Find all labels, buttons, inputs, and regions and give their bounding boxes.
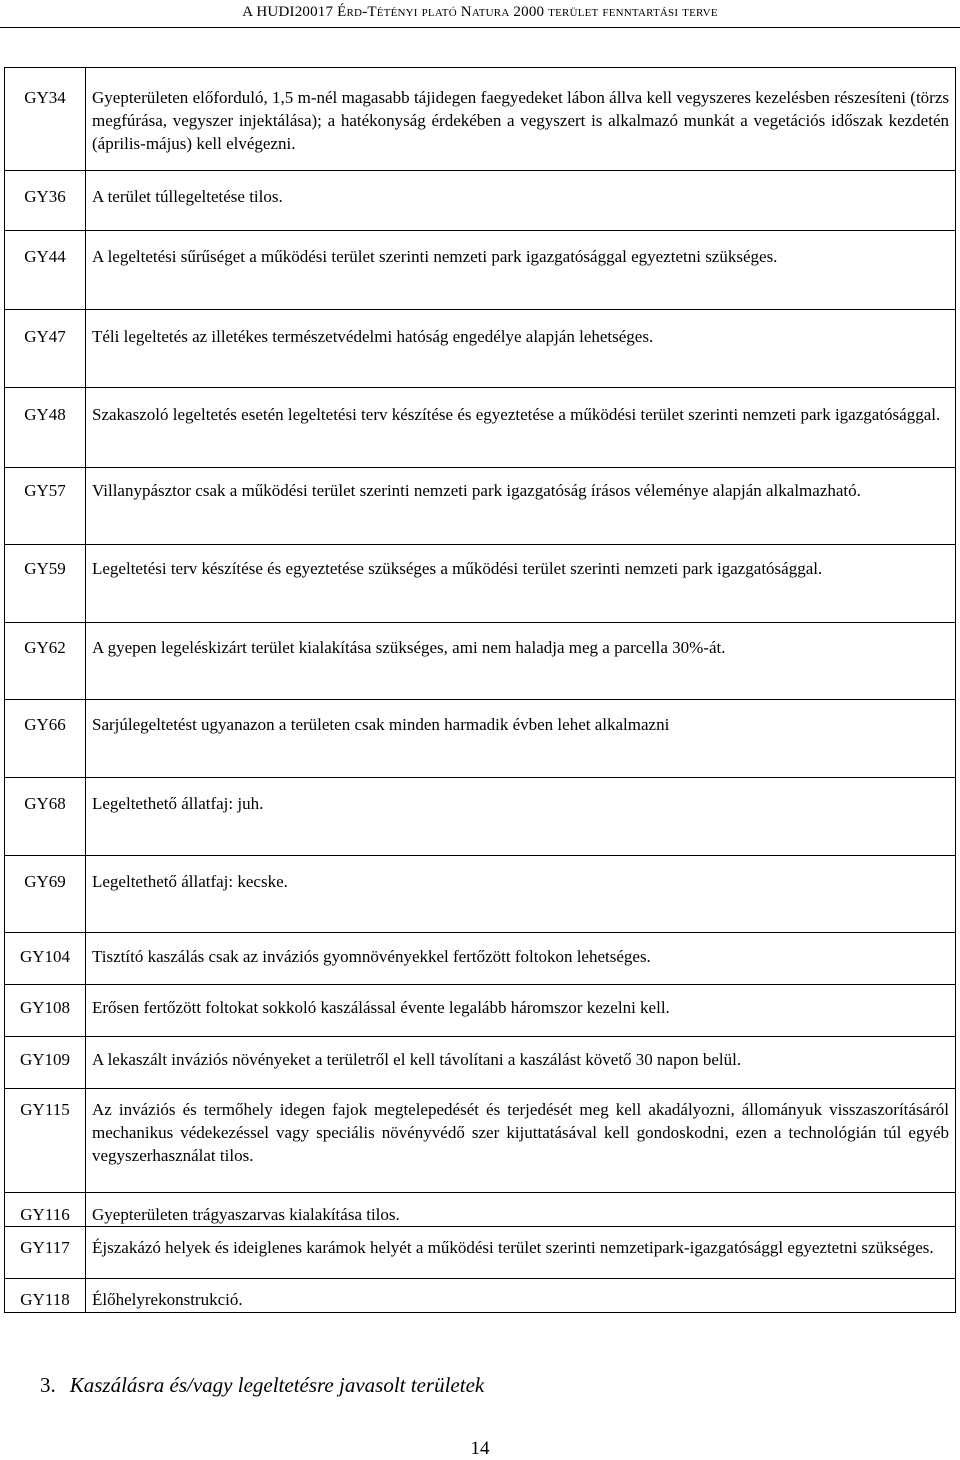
rule-text-cell [86,933,956,985]
rule-text-cell [86,623,956,700]
rule-text-cell [86,778,956,856]
rules-table [4,67,956,1313]
rule-text: A lekaszált inváziós növényeket a területről el kell távolítani a kaszálást követő 30 napon belül. [92,1050,742,1069]
rule-code-cell [5,1227,86,1279]
rule-text: A legeltetési sűrűséget a működési terület szerinti nemzeti park igazgatósággal egyeztetni szükséges. [92,247,778,266]
rule-code-cell [5,1279,86,1313]
rule-text: Tisztító kaszálás csak az inváziós gyomnövényekkel fertőzött foltokon lehetséges. [92,947,651,966]
rule-text-cell [86,856,956,933]
table-row [5,68,956,171]
rule-code: GY69 [24,872,66,891]
rule-text-cell [86,1227,956,1279]
rule-text-cell [86,231,956,310]
rule-text: A terület túllegeltetése tilos. [92,187,283,206]
rule-text: Szakaszoló legeltetés esetén legeltetési terv készítése és egyeztetése a működési terület szerinti nemzeti park igazgatósággal. [92,405,941,424]
rule-code: GY62 [24,638,66,657]
rule-code: GY104 [19,947,71,966]
rule-text-cell [86,1037,956,1089]
rule-code-cell [5,856,86,933]
rule-code: GY108 [19,998,71,1017]
rule-code-cell [5,778,86,856]
rule-code-cell [5,310,86,388]
rule-code: GY44 [24,247,66,266]
table-row [5,545,956,623]
rule-text-cell [86,68,956,171]
rule-code-cell [5,1193,86,1227]
rule-code: GY47 [24,327,66,346]
rule-text: Erősen fertőzött foltokat sokkoló kaszálással évente legalább háromszor kezelni kell. [92,998,670,1017]
rule-text-cell [86,1193,956,1227]
table-row [5,310,956,388]
rule-code: GY68 [24,794,66,813]
header-title: A HUDI20017 Érd-Tétényi plató Natura 2000 terület fenntartási terve [242,4,718,20]
rule-text: Legeltetési terv készítése és egyeztetése szükséges a működési terület szerinti nemzeti park igazgatósággal. [92,559,823,578]
rule-code: GY48 [24,405,66,424]
rule-code: GY117 [20,1238,70,1257]
rule-text-cell [86,700,956,778]
rule-code-cell [5,388,86,468]
rule-code: GY66 [24,715,66,734]
rule-code-cell [5,985,86,1037]
rule-code: GY115 [20,1100,70,1119]
rule-code-cell [5,68,86,171]
rule-code-cell [5,1037,86,1089]
rule-text-cell [86,1279,956,1313]
table-row [5,700,956,778]
rule-text-cell [86,468,956,545]
table-row [5,1227,956,1279]
rule-code-cell [5,171,86,231]
table-row [5,856,956,933]
table-row [5,1193,956,1227]
section-title: Kaszálásra és/vagy legeltetésre javasolt területek [69,1373,485,1397]
rule-text: A gyepen legeléskizárt terület kialakítása szükséges, ami nem haladja meg a parcella 30%-át. [92,638,726,657]
rule-text: Gyepterületen előforduló, 1,5 m-nél magasabb tájidegen faegyedeket lábon állva kell vegyszeres kezelésben részesíteni (törzs megfúrása, vegyszer injektálása); a hatékonyság érdekében a vegyszert is alkalmazó munkát a vegetációs időszak kezdetén (április-május) kell elvégezni. [92,88,949,153]
rule-text: Sarjúlegeltetést ugyanazon a területen csak minden harmadik évben lehet alkalmazni [92,715,670,734]
rule-text-cell [86,1089,956,1193]
rule-code-cell [5,468,86,545]
section-number: 3. [40,1373,56,1397]
rules-table-body [5,68,956,1313]
section-heading [40,1373,484,1398]
table-row [5,985,956,1037]
table-row [5,933,956,985]
rule-code-cell [5,1089,86,1193]
rule-code-cell [5,545,86,623]
rule-code: GY34 [24,88,66,107]
rule-text-cell [86,985,956,1037]
rule-text: Legeltethető állatfaj: kecske. [92,872,288,891]
header-rule [0,27,960,28]
rule-text-cell [86,171,956,231]
rule-code-cell [5,933,86,985]
table-row [5,231,956,310]
rule-text: Éjszakázó helyek és ideiglenes karámok helyét a működési terület szerinti nemzetipark-igazgatósággl egyeztetni szükséges. [92,1238,934,1257]
table-row [5,388,956,468]
rule-text-cell [86,388,956,468]
rule-text: Téli legeltetés az illetékes természetvédelmi hatóság engedélye alapján lehetséges. [92,327,654,346]
table-row [5,623,956,700]
table-row [5,1279,956,1313]
page-number: 14 [470,1438,490,1459]
rule-text-cell [86,545,956,623]
rule-code-cell [5,623,86,700]
rule-text: Élőhelyrekonstrukció. [92,1290,243,1309]
table-row [5,171,956,231]
rule-code: GY118 [20,1290,70,1309]
table-row [5,468,956,545]
rule-code: GY59 [24,559,66,578]
rule-code: GY116 [20,1205,70,1224]
rule-text-cell [86,310,956,388]
running-header [0,0,960,30]
table-row [5,778,956,856]
table-row [5,1037,956,1089]
rule-code: GY109 [19,1050,71,1069]
table-row [5,1089,956,1193]
rule-text: Legeltethető állatfaj: juh. [92,794,264,813]
rule-code-cell [5,231,86,310]
rule-code: GY57 [24,481,66,500]
rule-code: GY36 [24,187,66,206]
rule-text: Gyepterületen trágyaszarvas kialakítása tilos. [92,1205,400,1224]
rule-text: Az inváziós és termőhely idegen fajok megtelepedését és terjedését meg kell akadályozni, állományuk visszaszorításáról mechanikus védekezéssel vagy speciális növényvédő szer kijuttatásával kell gondoskodni, ezen a technológián túl egyéb vegyszerhasználat tilos. [92,1100,949,1165]
rule-text: Villanypásztor csak a működési terület szerinti nemzeti park igazgatóság írásos véleménye alapján alkalmazható. [92,481,861,500]
rule-code-cell [5,700,86,778]
